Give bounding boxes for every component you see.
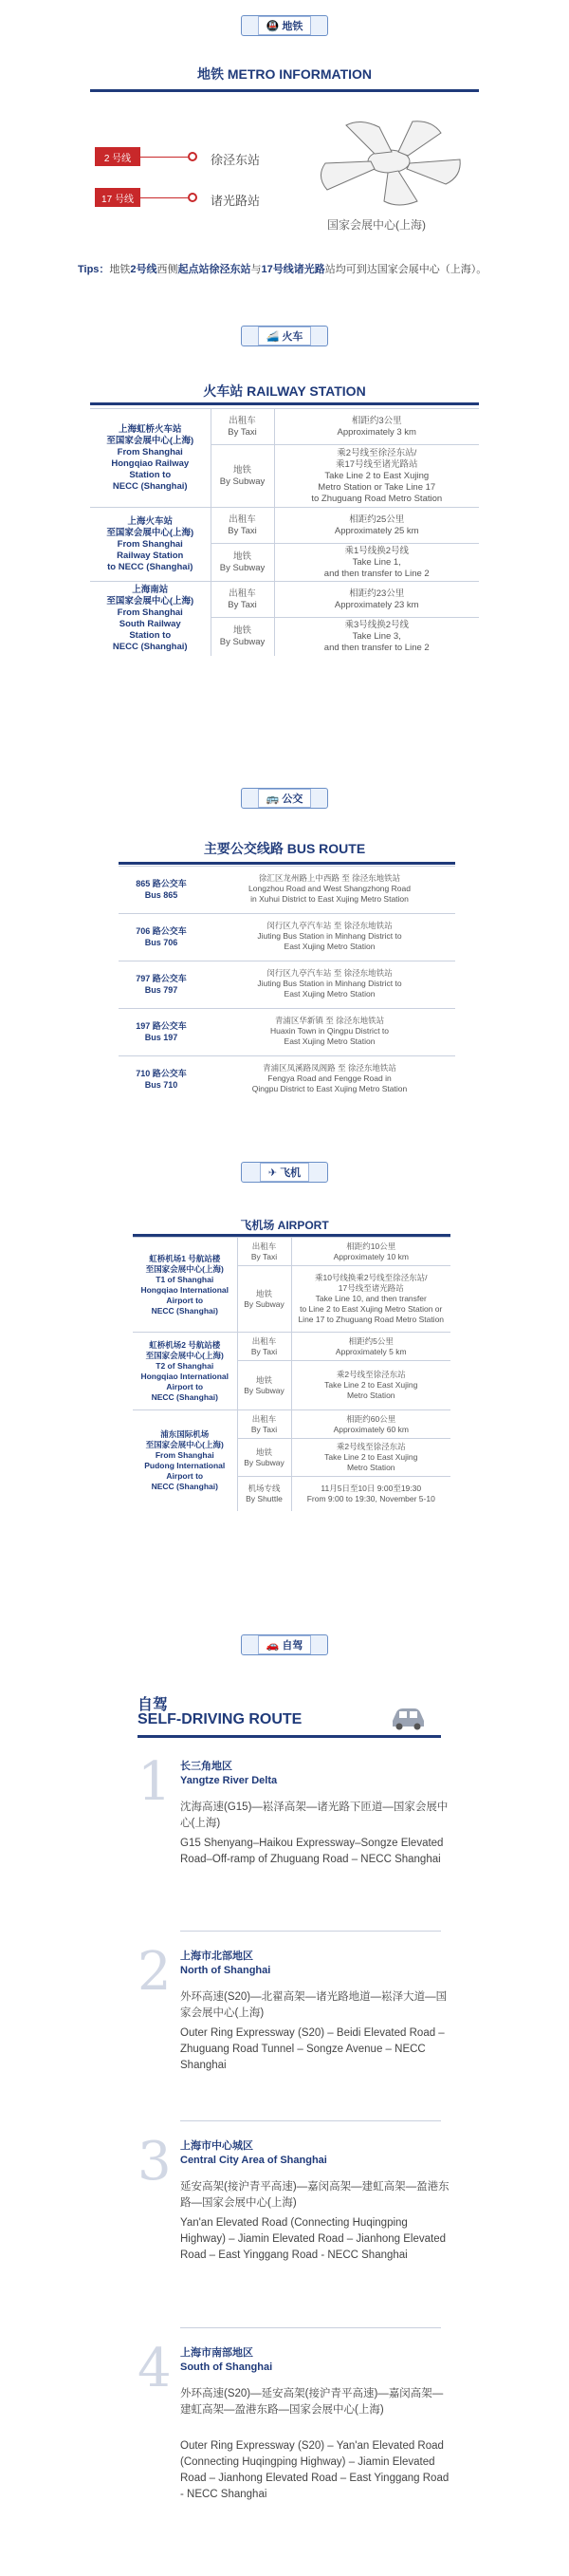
bus-route-name: 710 路公交车 Bus 710 [136,1068,187,1090]
driving-tag: 🚗 自驾 [241,1634,328,1655]
bus-route-desc: 徐汇区龙州路上中西路 至 徐泾东地铁站 Longzhou Road and West Shangzhong Road in Xuhui District to East Xujing Metro Station [248,873,411,904]
route-en: Outer Ring Expressway (S20) – Beidi Elevated Road – Zhuguang Road Tunnel – Songze Avenue – NECC Shanghai [180,2027,445,2071]
travel-mode: 地铁 By Subway [237,1361,291,1410]
bus-route-name: 197 路公交车 Bus 197 [136,1020,187,1042]
region-name-en: Central City Area of Shanghai [180,2155,327,2166]
region-name-cn: 上海市中心城区 [180,2140,253,2152]
driving-title-en: SELF-DRIVING ROUTE [138,1711,303,1727]
airport-name: 虹桥机场1 号航站楼 至国家会展中心(上海) T1 of Shanghai Hongqiao International Airport to NECC (Shanghai) [133,1238,237,1333]
travel-detail: 相距约3公里 Approximately 3 km [274,409,479,445]
region-name-en: North of Shanghai [180,1965,271,1976]
railway-station-name: 上海火车站 至国家会展中心(上海) From Shanghai Railway Station to NECC (Shanghai) [90,508,211,582]
airport-row [133,1410,450,1439]
airport-row [133,1238,450,1266]
bus-route-row [119,913,455,959]
station-zhuguang-road: 诸光路站 [211,194,261,208]
railway-station-row [90,508,479,544]
route-en: Outer Ring Expressway (S20) – Yan'an Elevated Road (Connecting Huqingping Highway) – Jiamin Elevated Road – Jianhong Elevated Road – East Yinggang Road - NECC Shanghai [180,2440,450,2500]
bus-icon: 🚌 [266,793,280,805]
metro-title: 地铁 METRO INFORMATION [196,66,373,82]
train-icon: 🚄 [266,330,280,343]
bus-title: 主要公交线路 BUS ROUTE [203,841,366,856]
station-xujing-east: 徐泾东站 [211,153,261,167]
railway-station-row [90,409,479,445]
route-cn: 沈海高速(G15)—崧泽高架—诸光路下匝道—国家会展中心(上海) [180,1801,449,1829]
travel-detail: 乘2号线至徐泾东站/ 乘17号线至诸光路站 Take Line 2 to East Xujing Metro Station or Take Line 17 to Zhuguang Road Metro Station [274,445,479,508]
bus-route-desc: 闵行区九亭汽车站 至 徐泾东地铁站 Jiuting Bus Station in Minhang District to East Xujing Metro Station [257,968,402,999]
region-south-shanghai [138,2338,450,2561]
region-divider [180,1931,441,1932]
region-name-cn: 上海市南部地区 [180,2347,253,2359]
metro-tag: 🚇 地铁 [241,15,328,36]
travel-detail: 相距约5公里 Approximately 5 km [291,1333,450,1361]
railway-station-name: 上海虹桥火车站 至国家会展中心(上海) From Shanghai Hongqiao Railway Station to NECC (Shanghai) [90,409,211,508]
airport-name: 浦东国际机场 至国家会展中心(上海) From Shanghai Pudong International Airport to NECC (Shanghai) [133,1410,237,1511]
bus-route-name: 706 路公交车 Bus 706 [136,925,187,947]
line-2-connector [140,157,188,158]
region-name-cn: 长三角地区 [180,1761,232,1772]
bus-route-row [119,1008,455,1054]
bus-route-desc: 青浦区凤溪路凤阁路 至 徐泾东地铁站 Fengya Road and Fengge Road in Qingpu District to East Xujing Metro Station [251,1063,408,1093]
car-icon: 🚗 [266,1639,280,1652]
bus-route-row [119,1055,455,1101]
route-en: Yan'an Elevated Road (Connecting Huqingping Highway) – Jiamin Elevated Road – Jianhong Elevated Road – East Yinggang Road - NECC Shanghai [180,2217,446,2261]
travel-detail: 乘1号线换2号线 Take Line 1, and then transfer to Line 2 [274,544,479,582]
necc-label: 国家会展中心(上海) [327,218,426,232]
region-divider [180,2327,441,2328]
region-north-shanghai [138,1941,448,2126]
bus-route-name: 865 路公交车 Bus 865 [136,878,187,900]
railway-table [90,408,479,656]
route-en: G15 Shenyang–Haikou Expressway–Songze Elevated Road–Off-ramp of Zhuguang Road – NECC Shanghai [180,1838,444,1865]
region-number: 3 [138,2131,172,2193]
travel-mode: 地铁 By Subway [237,1266,291,1333]
region-divider [180,2120,441,2121]
route-cn: 外环高速(S20)—延安高架(接沪青平高速)—嘉闵高架—建虹高架—盈港东路—国家会展中心(上海) [180,2388,444,2416]
airport-row [133,1333,450,1361]
airport-table [133,1237,450,1511]
travel-detail: 乘3号线换2号线 Take Line 3, and then transfer to Line 2 [274,618,479,656]
plane-icon: ✈ [267,1167,278,1179]
line-17-connector [140,197,188,198]
travel-detail: 相距约60公里 Approximately 60 km [291,1410,450,1439]
airport-tag: ✈ 飞机 [241,1162,328,1183]
railway-station-row [90,582,479,618]
travel-mode: 出租车 By Taxi [211,409,274,445]
bus-route-row [119,961,455,1006]
bus-route-desc: 闵行区九亭汽车站 至 徐泾东地铁站 Jiuting Bus Station in Minhang District to East Xujing Metro Station [257,921,402,951]
route-cn: 延安高架(接沪青平高速)—嘉闵高架—建虹高架—盈港东路—国家会展中心(上海) [180,2181,450,2209]
metro-rule [90,89,479,92]
necc-building-icon [308,114,469,209]
travel-mode: 地铁 By Subway [237,1439,291,1477]
region-central-shanghai [138,2131,450,2325]
railway-station-name: 上海南站 至国家会展中心(上海) From Shanghai South Railway Station to NECC (Shanghai) [90,582,211,656]
travel-detail: 乘10号线换乘2号线至徐泾东站/ 17号线至诸光路站 Take Line 10, and then transfer to Line 2 to East Xujing Metro Station or Line 17 to Zhuguang Road Metro Station [291,1266,450,1333]
travel-mode: 出租车 By Taxi [237,1410,291,1439]
railway-rule [90,402,479,405]
railway-title: 火车站 RAILWAY STATION [203,383,366,399]
travel-detail: 相距约25公里 Approximately 25 km [274,508,479,544]
bus-route-row [119,866,455,911]
railway-tag: 🚄 火车 [241,326,328,346]
travel-mode: 机场专线 By Shuttle [237,1477,291,1511]
line-2-badge: 2 号线 [95,147,140,166]
driving-title-cn: 自驾 [138,1697,169,1713]
region-name-cn: 上海市北部地区 [180,1951,253,1962]
bus-route-name: 797 路公交车 Bus 797 [136,973,187,995]
travel-mode: 出租车 By Taxi [211,582,274,618]
region-name-en: Yangtze River Delta [180,1775,278,1786]
region-yangtze-river-delta [138,1751,449,1936]
travel-mode: 出租车 By Taxi [237,1333,291,1361]
travel-mode: 出租车 By Taxi [237,1238,291,1266]
line-17-dot [188,193,197,202]
region-number: 1 [138,1751,172,1813]
region-name-en: South of Shanghai [180,2361,273,2373]
line-2-dot [188,152,197,161]
bus-tag: 🚌 公交 [241,788,328,809]
airport-body [133,1238,450,1511]
travel-mode: 地铁 By Subway [211,445,274,508]
metro-tips: Tips：地铁2号线西侧起点站徐泾东站与17号线诸光路站均可到达国家会展中心（上海）。 [78,264,487,275]
travel-detail: 相距约23公里 Approximately 23 km [274,582,479,618]
travel-detail: 11月5日至10日 9:00至19:30 From 9:00 to 19:30, November 5-10 [291,1477,450,1511]
car-side-icon [389,1704,427,1730]
route-cn: 外环高速(S20)—北翟高架—诸光路地道—崧泽大道—国家会展中心(上海) [180,1991,448,2019]
railway-body [90,409,479,656]
airport-name: 虹桥机场2 号航站楼 至国家会展中心(上海) T2 of Shanghai Hongqiao International Airport to NECC (Shanghai) [133,1333,237,1410]
travel-detail: 相距约10公里 Approximately 10 km [291,1238,450,1266]
travel-detail: 乘2号线至徐泾东站 Take Line 2 to East Xujing Metro Station [291,1361,450,1410]
airport-title: 飞机场 AIRPORT [240,1219,329,1232]
region-number: 2 [138,1941,172,2003]
travel-detail: 乘2号线至徐泾东站 Take Line 2 to East Xujing Metro Station [291,1439,450,1477]
driving-rule [138,1735,441,1738]
travel-mode: 地铁 By Subway [211,618,274,656]
bus-rule [119,862,455,865]
region-number: 4 [138,2338,172,2399]
metro-icon: 🚇 [266,20,280,32]
bus-route-desc: 青浦区华新镇 至 徐泾东地铁站 Huaxin Town in Qingpu District to East Xujing Metro Station [269,1016,390,1046]
line-17-badge: 17 号线 [95,188,140,207]
travel-mode: 地铁 By Subway [211,544,274,582]
travel-mode: 出租车 By Taxi [211,508,274,544]
